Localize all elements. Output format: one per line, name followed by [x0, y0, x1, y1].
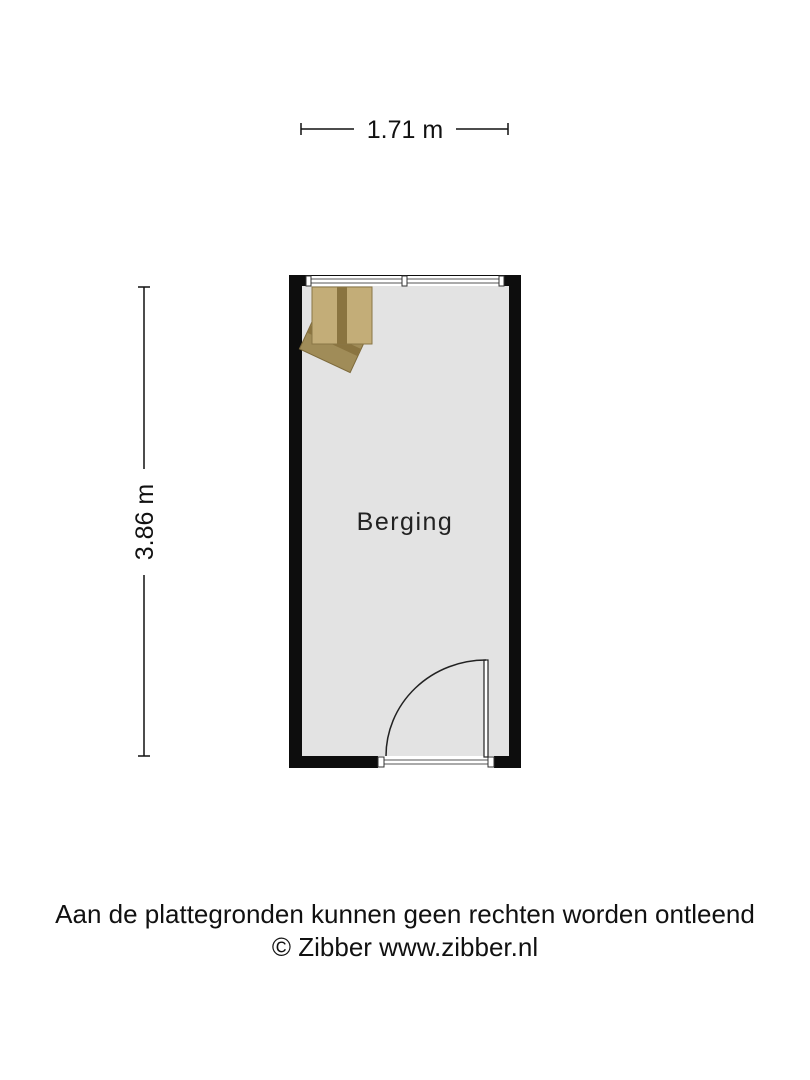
room-berging [289, 275, 521, 768]
door-leaf [484, 660, 488, 757]
height-dimension [131, 287, 159, 756]
box-tape-strip [337, 287, 347, 344]
room-label: Berging [356, 508, 454, 536]
credit-text: © Zibber www.zibber.nl [271, 932, 539, 962]
disclaimer-text: Aan de plattegronden kunnen geen rechten worden ontleend [55, 899, 755, 929]
width-dimension-label: 1.71 m [366, 116, 444, 144]
footer [0, 898, 810, 964]
width-dimension [301, 116, 508, 144]
door-threshold [378, 756, 494, 768]
height-dimension-label: 3.86 m [131, 483, 159, 561]
top-window [306, 276, 504, 286]
